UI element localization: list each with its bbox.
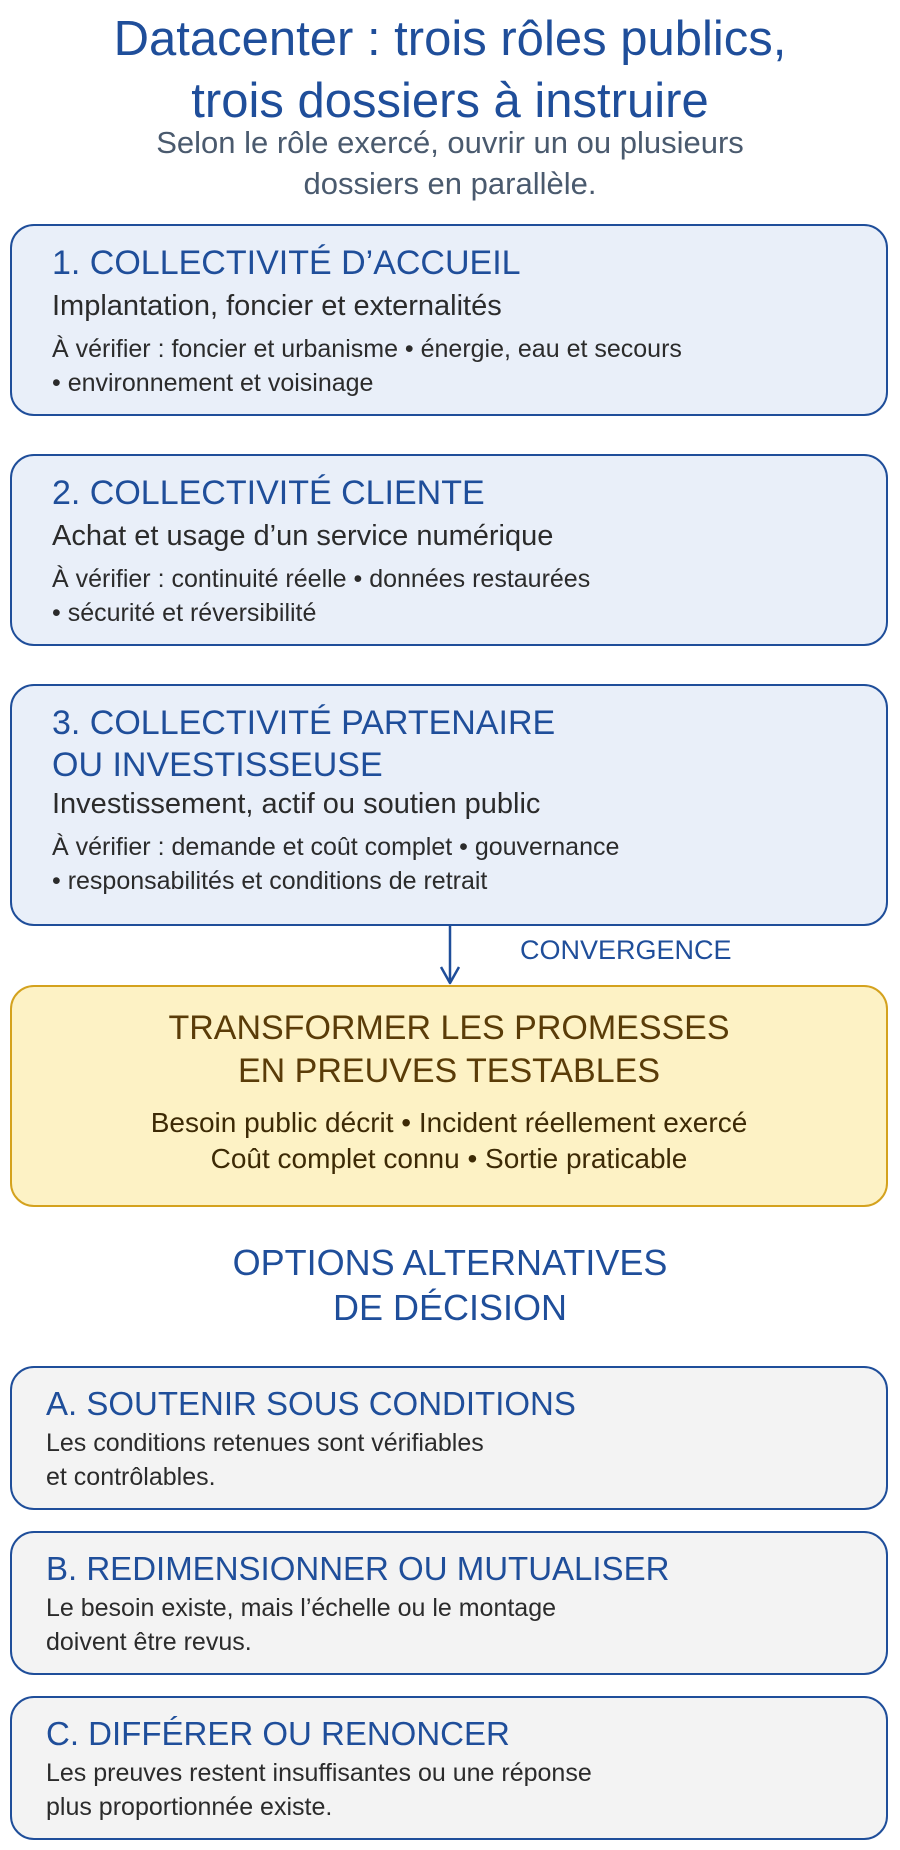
role-subtitle: Achat et usage d’un service numérique [52, 520, 554, 552]
role-checklist-line-2: • responsabilités et conditions de retrait [52, 867, 488, 895]
convergence-criteria [12, 1105, 886, 1177]
role-checklist-line-2: • environnement et voisinage [52, 369, 374, 397]
convergence-heading-line-2: EN PREUVES TESTABLES [238, 1052, 660, 1090]
role-card-accueil [10, 224, 888, 416]
page-title-line-2: trois dossiers à instruire [191, 74, 709, 128]
option-description-line-1: Les preuves restent insuffisantes ou une réponse [46, 1759, 592, 1787]
role-checklist-line-1: À vérifier : foncier et urbanisme • énergie, eau et secours [52, 335, 682, 363]
option-description [46, 1756, 886, 1824]
option-description [46, 1591, 886, 1659]
option-description-line-1: Les conditions retenues sont vérifiables [46, 1429, 484, 1457]
role-checklist [52, 562, 886, 630]
role-heading [52, 702, 886, 786]
role-checklist-line-2: • sécurité et réversibilité [52, 599, 317, 627]
role-checklist [52, 830, 886, 898]
page-subtitle-line-1: Selon le rôle exercé, ouvrir un ou plusieurs [156, 125, 744, 160]
option-card-b [10, 1531, 888, 1675]
options-title-line-1: OPTIONS ALTERNATIVES [232, 1242, 668, 1283]
convergence-criteria-line-1: Besoin public décrit • Incident réellement exercé [150, 1107, 748, 1138]
option-card-a [10, 1366, 888, 1510]
options-title [0, 1240, 900, 1330]
option-description-line-2: et contrôlables. [46, 1463, 216, 1491]
role-subtitle: Implantation, foncier et externalités [52, 290, 502, 322]
convergence-box [10, 985, 888, 1207]
option-heading: B. REDIMENSIONNER OU MUTUALISER [46, 1550, 670, 1587]
option-description-line-1: Le besoin existe, mais l’échelle ou le montage [46, 1594, 557, 1622]
role-card-partenaire [10, 684, 888, 926]
role-heading: 2. COLLECTIVITÉ CLIENTE [52, 474, 485, 512]
page-title-line-1: Datacenter : trois rôles publics, [113, 12, 787, 66]
convergence-heading [12, 1007, 886, 1093]
options-title-line-2: DE DÉCISION [332, 1287, 568, 1328]
option-description-line-2: plus proportionnée existe. [46, 1793, 333, 1821]
option-description [46, 1426, 886, 1494]
convergence-arrow-icon [430, 922, 470, 986]
convergence-label: CONVERGENCE [520, 935, 732, 965]
option-card-c [10, 1696, 888, 1840]
role-heading: 1. COLLECTIVITÉ D’ACCUEIL [52, 244, 521, 282]
convergence-criteria-line-2: Coût complet connu • Sortie praticable [210, 1143, 688, 1174]
role-heading-line-2: OU INVESTISSEUSE [52, 746, 383, 784]
role-card-cliente [10, 454, 888, 646]
role-checklist-line-1: À vérifier : continuité réelle • données restaurées [52, 565, 591, 593]
role-checklist-line-1: À vérifier : demande et coût complet • gouvernance [52, 833, 620, 861]
role-heading-line-1: 3. COLLECTIVITÉ PARTENAIRE [52, 704, 556, 742]
page-subtitle-line-2: dossiers en parallèle. [303, 166, 597, 201]
page-subtitle [0, 122, 900, 204]
option-description-line-2: doivent être revus. [46, 1628, 252, 1656]
convergence-heading-line-1: TRANSFORMER LES PROMESSES [168, 1009, 730, 1047]
option-heading: A. SOUTENIR SOUS CONDITIONS [46, 1385, 576, 1422]
role-checklist [52, 332, 886, 400]
role-subtitle: Investissement, actif ou soutien public [52, 788, 541, 820]
option-heading: C. DIFFÉRER OU RENONCER [46, 1715, 510, 1752]
page-title [0, 8, 900, 132]
